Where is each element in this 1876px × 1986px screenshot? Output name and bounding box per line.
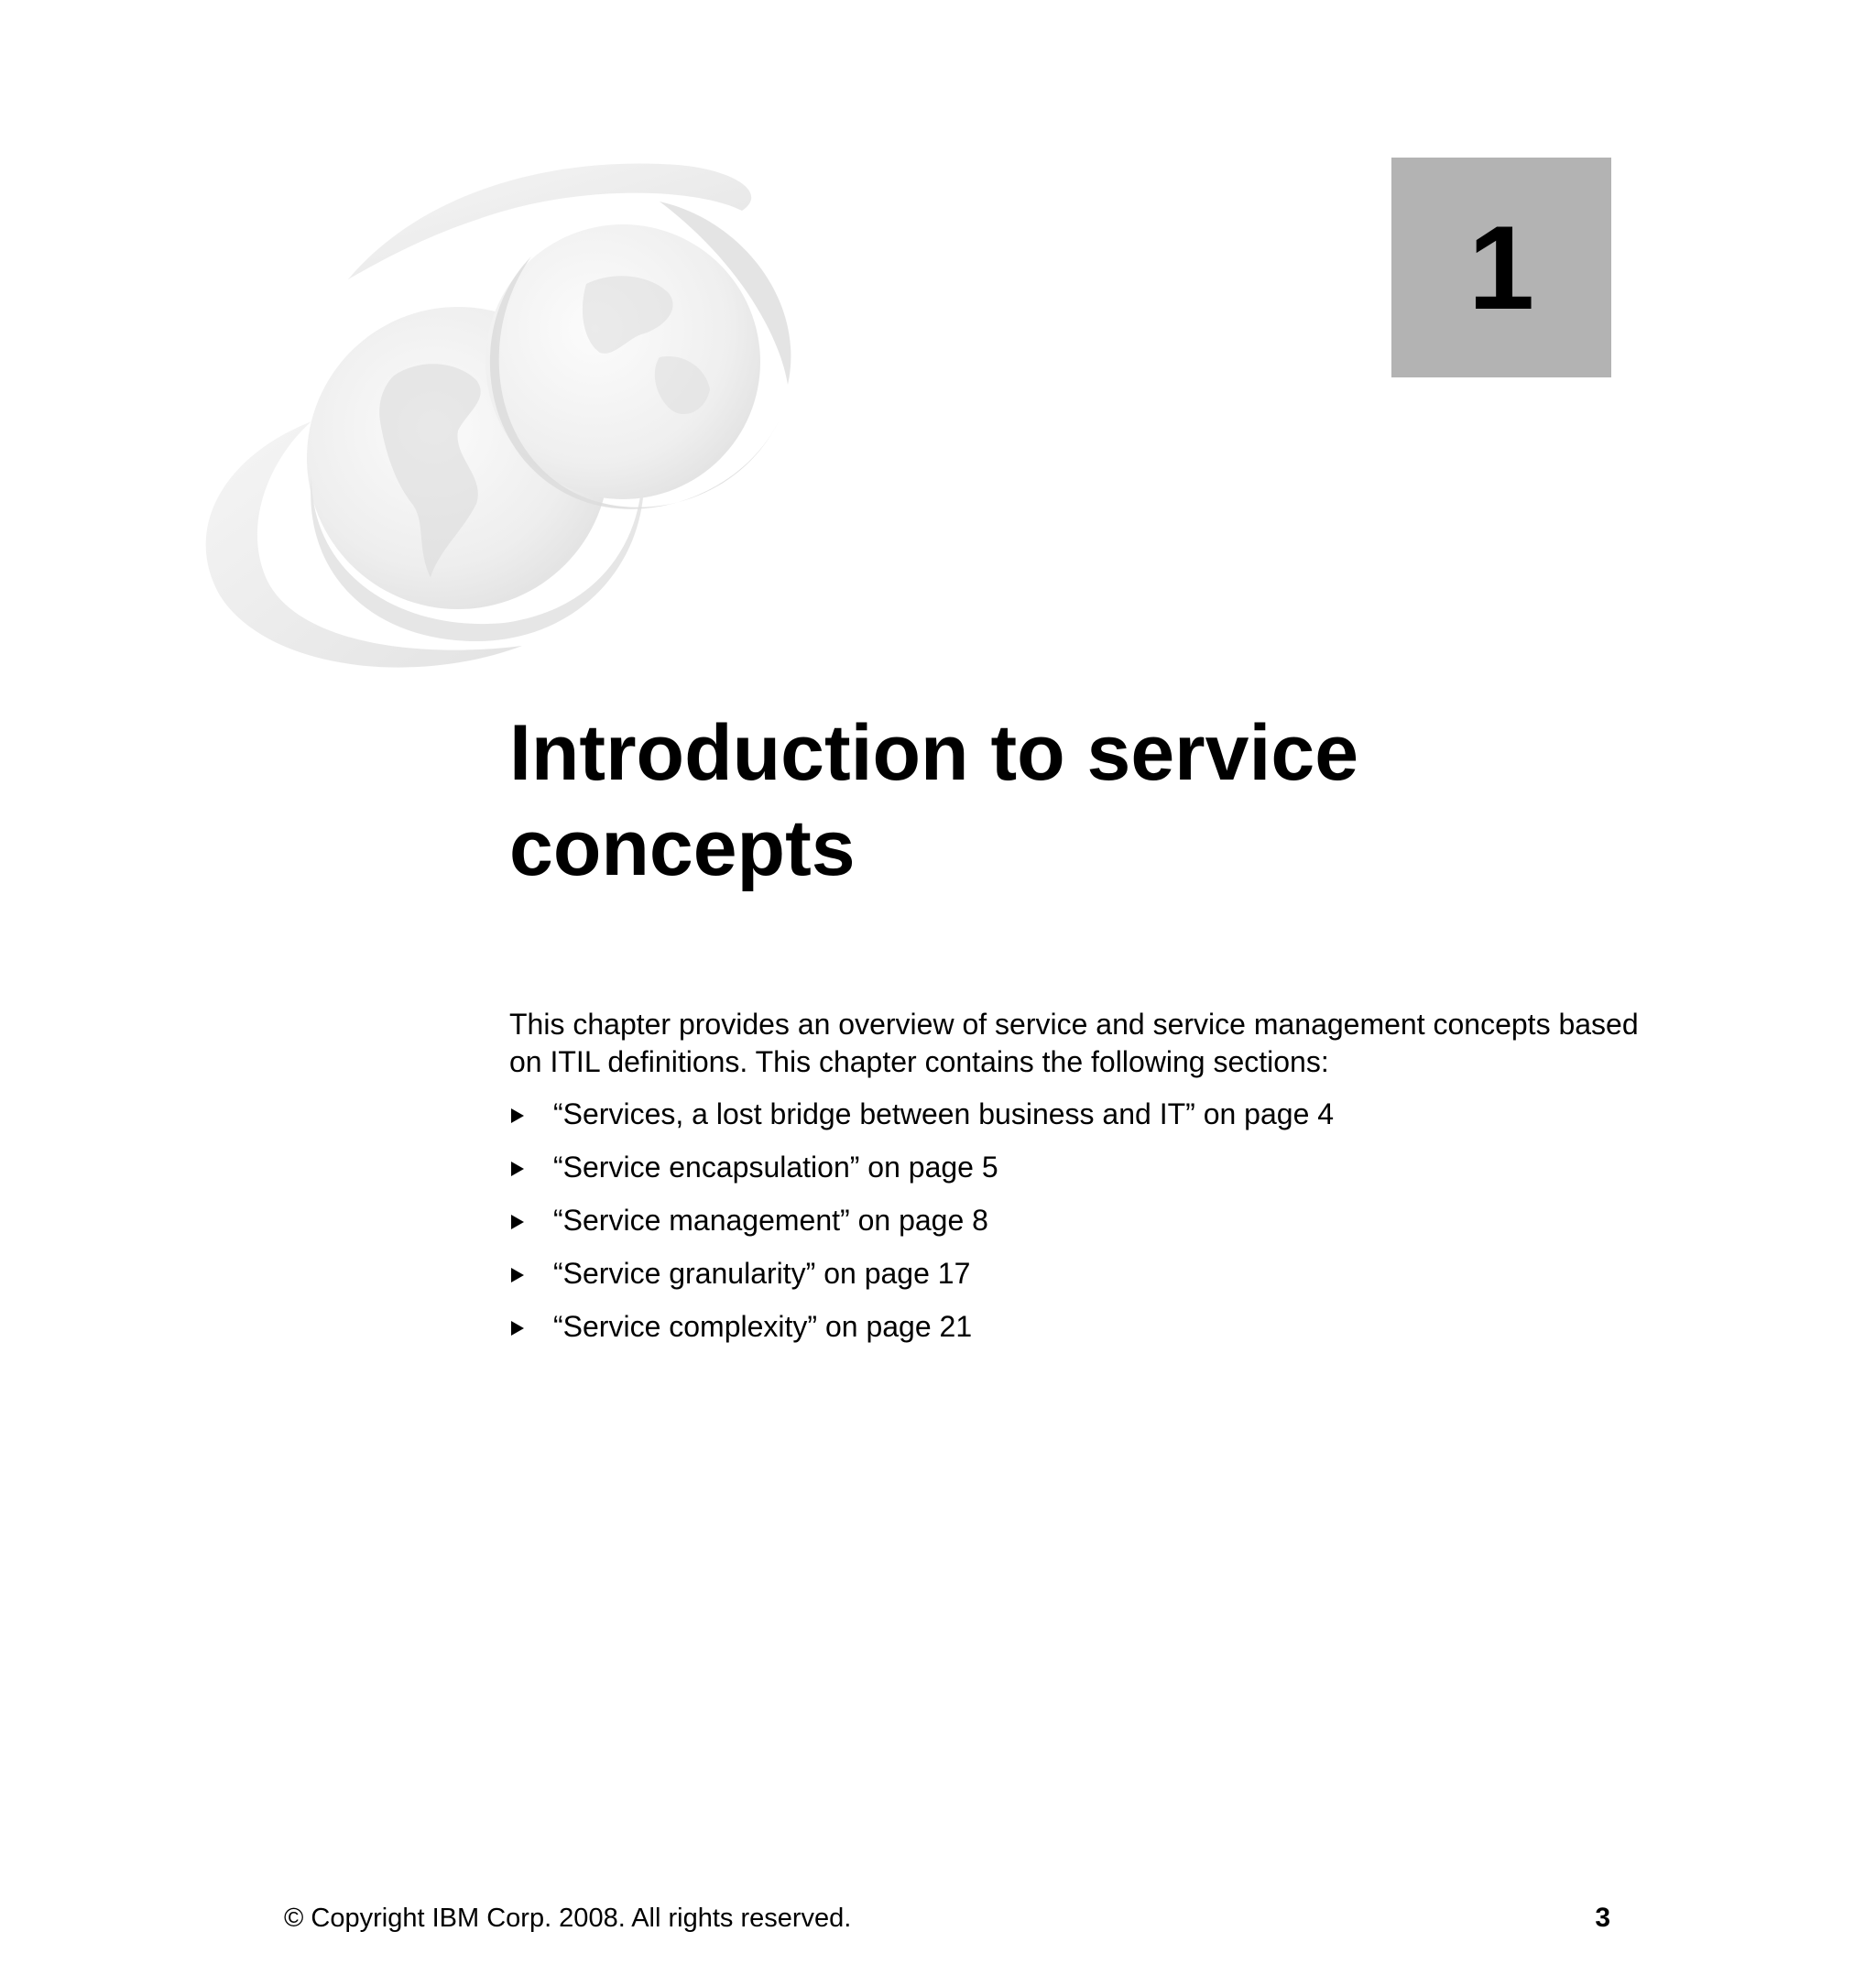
section-link-service-encapsulation[interactable] xyxy=(509,1149,1645,1202)
footer-page-number: 3 xyxy=(1595,1903,1610,1933)
bullet-triangle-icon xyxy=(511,1162,524,1176)
bullet-triangle-icon xyxy=(511,1108,524,1123)
section-link-label: “Service management” on page 8 xyxy=(553,1204,988,1237)
section-link-label: “Services, a lost bridge between business and IT” on page 4 xyxy=(553,1097,1335,1130)
section-link-service-granularity[interactable] xyxy=(509,1255,1645,1308)
section-link-label: “Service granularity” on page 17 xyxy=(553,1257,971,1290)
globe-swirl-logo xyxy=(183,147,843,678)
bullet-triangle-icon xyxy=(511,1215,524,1229)
section-link-label: “Service encapsulation” on page 5 xyxy=(553,1151,998,1184)
section-link-service-complexity[interactable] xyxy=(509,1308,1645,1361)
chapter-number: 1 xyxy=(1467,201,1535,334)
footer-copyright: © Copyright IBM Corp. 2008. All rights reserved. xyxy=(284,1904,852,1933)
intro-paragraph: This chapter provides an overview of service and service management concepts based on ITIL definitions. This chapter contains the following sections: xyxy=(509,1008,1639,1078)
bullet-triangle-icon xyxy=(511,1268,524,1282)
section-list xyxy=(509,1096,1645,1361)
section-link-service-management[interactable] xyxy=(509,1202,1645,1255)
bullet-triangle-icon xyxy=(511,1321,524,1336)
chapter-title: Introduction to service concepts xyxy=(509,709,1359,892)
section-link-label: “Service complexity” on page 21 xyxy=(553,1310,973,1343)
section-link-services-bridge[interactable] xyxy=(509,1096,1645,1149)
chapter-number-box xyxy=(1391,158,1611,377)
